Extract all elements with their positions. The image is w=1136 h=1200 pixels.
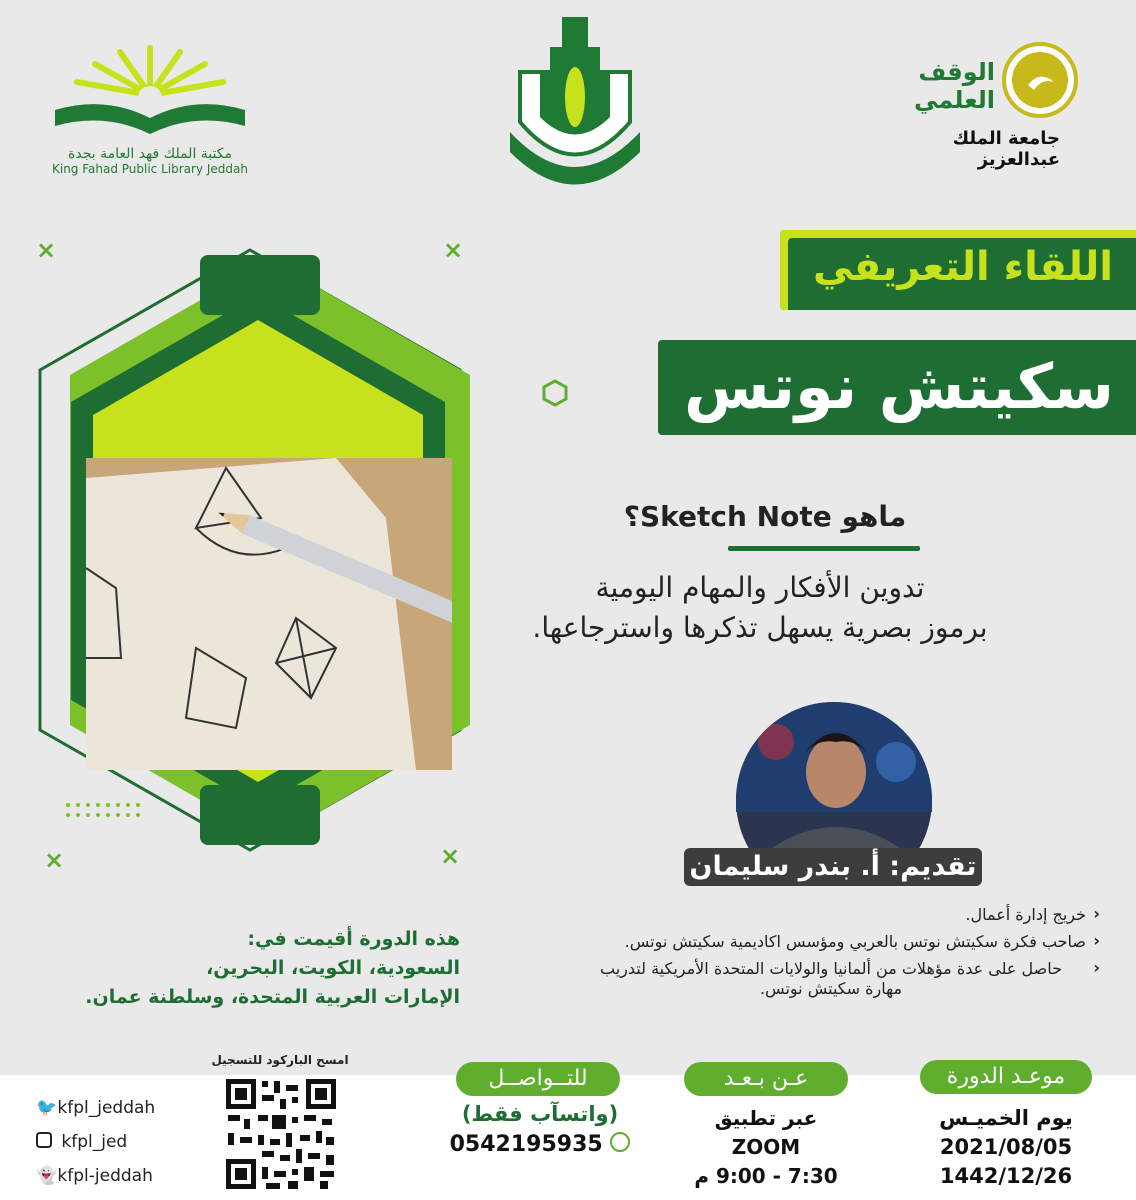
question-heading: ماهو Sketch Note؟ bbox=[623, 500, 907, 533]
bio-item: ‹ حاصل على عدة مؤهلات من ألمانيا والولايات المتحدة الأمريكية لتدريب مهارة سكيتش نوتس. bbox=[586, 959, 1100, 999]
qr-label: امسح الباركود للتسجيل bbox=[211, 1053, 349, 1067]
schedule-column bbox=[920, 1104, 1092, 1191]
library-name-en: King Fahad Public Library Jeddah bbox=[51, 162, 248, 176]
remote-line: 7:30 - 9:00 م bbox=[694, 1164, 838, 1188]
presenter-bio bbox=[540, 905, 1100, 1006]
seal-icon bbox=[500, 12, 650, 187]
contact-phone-row[interactable] bbox=[440, 1132, 640, 1157]
event-subtitle: اللقاء التعريفي bbox=[812, 244, 1113, 290]
remote-column bbox=[676, 1104, 856, 1191]
description-line: برموز بصرية يسهل تذكرها واسترجاعها. bbox=[532, 611, 988, 644]
endowment-icon bbox=[1000, 40, 1080, 120]
divider bbox=[728, 546, 920, 551]
social-item-snapchat[interactable] bbox=[36, 1166, 206, 1200]
social-links bbox=[36, 1098, 206, 1200]
twitter-icon: 🐦 bbox=[36, 1098, 58, 1118]
close-icon: × bbox=[36, 236, 57, 264]
instagram-icon bbox=[36, 1132, 52, 1148]
close-icon: × bbox=[44, 846, 65, 874]
subtitle-banner bbox=[780, 230, 1136, 310]
description-line: تدوين الأفكار والمهام اليومية bbox=[595, 571, 925, 604]
countries-line: الإمارات العربية المتحدة، وسلطنة عمان. bbox=[85, 986, 460, 1008]
bio-item: ‹ خريج إدارة أعمال. bbox=[540, 905, 1100, 925]
remote-pill: عـن بـعـد bbox=[684, 1062, 848, 1096]
countries-line: السعودية، الكويت، البحرين، bbox=[206, 957, 460, 979]
qr-code[interactable] bbox=[222, 1075, 340, 1193]
library-name-ar: مكتبة الملك فهد العامة بجدة bbox=[68, 146, 232, 162]
schedule-pill: موعـد الدورة bbox=[920, 1060, 1092, 1094]
social-handle: kfpl-jeddah bbox=[57, 1166, 153, 1186]
schedule-line: 1442/12/26 bbox=[939, 1164, 1073, 1188]
kfpl-logo bbox=[45, 40, 255, 190]
countries-heading: هذه الدورة أقيمت في: bbox=[247, 928, 460, 950]
kau-endowment-logo bbox=[870, 40, 1100, 170]
close-icon: × bbox=[440, 842, 461, 870]
remote-line: عبر تطبيق bbox=[714, 1106, 818, 1130]
schedule-line: 2021/08/05 bbox=[939, 1135, 1073, 1159]
social-item-twitter[interactable] bbox=[36, 1098, 206, 1132]
whatsapp-icon bbox=[610, 1132, 630, 1152]
open-book-icon bbox=[45, 40, 255, 140]
title-banner bbox=[658, 340, 1136, 435]
event-title: سكيتش نوتس bbox=[684, 350, 1114, 423]
contact-column bbox=[440, 1102, 640, 1157]
hexagon-outline-icon bbox=[540, 378, 570, 408]
bio-item: ‹ صاحب فكرة سكيتش نوتس بالعربي ومؤسس اكاديمية سكيتش نوتس. bbox=[540, 932, 1100, 952]
contact-pill: للتــواصــل bbox=[456, 1062, 620, 1096]
contact-note: (واتسآب فقط) bbox=[461, 1102, 619, 1126]
endowment-name: الوقف العلمي bbox=[914, 58, 995, 114]
phone-number: 0542195935 bbox=[449, 1132, 603, 1157]
social-handle: kfpl_jed bbox=[61, 1132, 128, 1152]
social-handle: kfpl_jeddah bbox=[57, 1098, 156, 1118]
snapchat-icon: 👻 bbox=[36, 1166, 58, 1186]
social-item-instagram[interactable] bbox=[36, 1132, 206, 1166]
close-icon: × bbox=[443, 236, 464, 264]
sketch-photo bbox=[86, 458, 452, 770]
kau-seal-logo bbox=[500, 12, 650, 187]
schedule-line: يوم الخميـس bbox=[939, 1106, 1073, 1130]
presenter-label: تقديم: أ. بندر سليمان bbox=[684, 848, 982, 886]
countries-block bbox=[60, 925, 460, 1012]
university-name: جامعة الملك عبدالعزيز bbox=[952, 128, 1060, 170]
description bbox=[500, 568, 1020, 648]
remote-line: ZOOM bbox=[731, 1135, 801, 1159]
avatar bbox=[736, 702, 932, 850]
